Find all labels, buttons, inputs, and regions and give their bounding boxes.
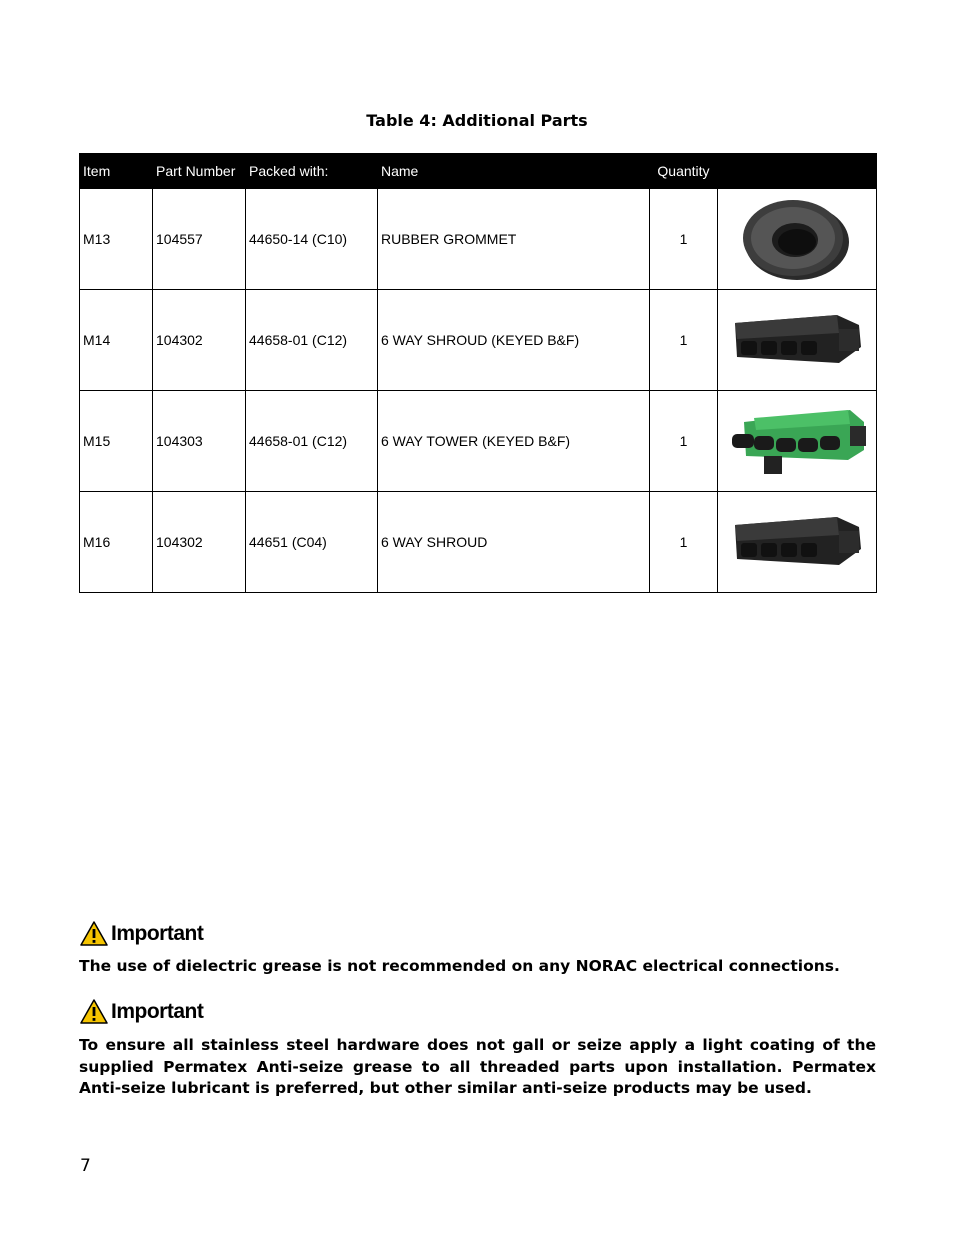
table-row (80, 492, 877, 593)
cell-part-number: 104302 (153, 290, 246, 391)
table-row (80, 290, 877, 391)
important-heading (80, 999, 203, 1024)
cell-name: 6 WAY SHROUD (KEYED B&F) (378, 290, 650, 391)
cell-quantity: 1 (650, 391, 718, 492)
cell-image (718, 189, 877, 290)
cell-part-number: 104303 (153, 391, 246, 492)
important-text: To ensure all stainless steel hardware does not gall or seize apply a light coating of the supplied Permatex Anti-seize grease to all threaded parts upon installation. Permatex Anti-seize lubricant is preferred, but other similar anti-seize products may be used. (79, 1036, 876, 1097)
cell-image (718, 391, 877, 492)
col-header-item: Item (80, 154, 153, 189)
page-number: 7 (80, 1156, 91, 1176)
cell-part-number: 104557 (153, 189, 246, 290)
table-row (80, 391, 877, 492)
rubber-grommet-image (737, 190, 857, 286)
cell-image (718, 492, 877, 593)
col-header-image (718, 154, 877, 189)
important-label: Important (111, 921, 204, 945)
cell-name: 6 WAY SHROUD (378, 492, 650, 593)
col-header-packed-with: Packed with: (246, 154, 378, 189)
col-header-part-number: Part Number (153, 154, 246, 189)
6-way-tower-image (724, 400, 870, 480)
cell-item: M13 (80, 189, 153, 290)
table-row (80, 189, 877, 290)
cell-quantity: 1 (650, 492, 718, 593)
table-caption: Table 4: Additional Parts (366, 111, 588, 130)
important-text: The use of dielectric grease is not recommended on any NORAC electrical connections. (79, 957, 840, 975)
cell-packed-with: 44658-01 (C12) (246, 391, 378, 492)
cell-image (718, 290, 877, 391)
cell-packed-with: 44651 (C04) (246, 492, 378, 593)
cell-packed-with: 44658-01 (C12) (246, 290, 378, 391)
warning-icon (80, 921, 108, 946)
important-label: Important (111, 999, 204, 1023)
table-header-row (80, 154, 877, 189)
cell-item: M15 (80, 391, 153, 492)
additional-parts-table (79, 153, 877, 593)
col-header-name: Name (378, 154, 650, 189)
cell-name: 6 WAY TOWER (KEYED B&F) (378, 391, 650, 492)
cell-part-number: 104302 (153, 492, 246, 593)
cell-quantity: 1 (650, 189, 718, 290)
6-way-shroud-image (727, 309, 867, 369)
important-heading (80, 921, 203, 946)
cell-quantity: 1 (650, 290, 718, 391)
warning-icon (80, 999, 108, 1024)
cell-packed-with: 44650-14 (C10) (246, 189, 378, 290)
cell-item: M16 (80, 492, 153, 593)
col-header-quantity: Quantity (650, 154, 718, 189)
6-way-shroud-image (727, 511, 867, 571)
cell-item: M14 (80, 290, 153, 391)
cell-name: RUBBER GROMMET (378, 189, 650, 290)
